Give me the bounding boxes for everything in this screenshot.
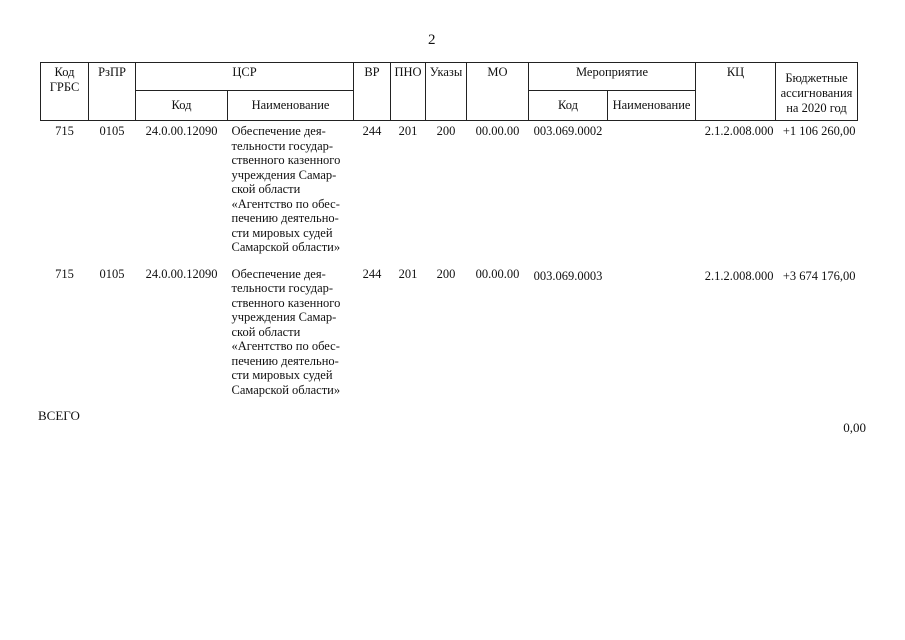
- header-kc: КЦ: [696, 63, 776, 121]
- cell-grbs: 715: [55, 124, 74, 138]
- cell-mo: 00.00.00: [475, 266, 520, 281]
- table-row: [41, 255, 858, 398]
- table-row: [41, 121, 858, 255]
- header-csr-kod: Код: [136, 91, 228, 121]
- header-csr-name: Наименование: [228, 91, 354, 121]
- cell-vr: 244: [362, 266, 382, 281]
- cell-mer-kod: 003.069.0003: [533, 268, 603, 283]
- header-vr: ВР: [354, 63, 391, 121]
- cell-mer-name: [608, 121, 696, 255]
- cell-ukazy: 200: [436, 124, 456, 138]
- page-number: 2: [428, 32, 436, 48]
- cell-rzpr: 0105: [99, 124, 125, 138]
- cell-ukazy: 200: [436, 266, 456, 281]
- cell-kc: 2.1.2.008.000: [704, 124, 774, 138]
- header-csr: ЦСР: [136, 63, 354, 91]
- header-mer-kod: Код: [529, 91, 608, 121]
- budget-allocation-table: [40, 62, 858, 397]
- header-mo: МО: [467, 63, 529, 121]
- total-label: ВСЕГО: [38, 408, 80, 423]
- cell-grbs: 715: [55, 266, 74, 281]
- cell-pno: 201: [398, 124, 418, 138]
- cell-pno: 201: [398, 266, 418, 281]
- header-meropriyatie: Мероприятие: [529, 63, 696, 91]
- header-budget: Бюджетные ассигнования на 2020 год: [776, 63, 858, 121]
- cell-csr-kod: 24.0.00.12090: [145, 124, 218, 138]
- header-mer-name: Наименование: [608, 91, 696, 121]
- cell-csr-name: Обеспечение дея-тельности государ-ственного казенного учреждения Самар-ской области «Агентство по обес-печению деятельно-сти мировых судей Самарской области»: [231, 124, 341, 254]
- cell-csr-name: Обеспечение дея-тельности государ-ственного казенного учреждения Самар-ской области «Агентство по обес-печению деятельно-сти мировых судей Самарской области»: [231, 266, 341, 397]
- header-pno: ПНО: [391, 63, 426, 121]
- cell-mer-kod: 003.069.0002: [533, 124, 603, 138]
- header-rzpr: РзПР: [89, 63, 136, 121]
- header-ukazy: Указы: [426, 63, 467, 121]
- header-kod-grbs: Код ГРБС: [41, 63, 89, 121]
- cell-csr-kod: 24.0.00.12090: [145, 266, 218, 281]
- cell-rzpr: 0105: [99, 266, 125, 281]
- cell-mo: 00.00.00: [475, 124, 520, 138]
- cell-kc: 2.1.2.008.000: [704, 268, 774, 283]
- cell-amount: +3 674 176,00: [782, 268, 856, 283]
- total-value: 0,00: [843, 420, 866, 435]
- cell-vr: 244: [362, 124, 382, 138]
- cell-amount: +1 106 260,00: [782, 124, 856, 138]
- cell-mer-name: [608, 255, 696, 398]
